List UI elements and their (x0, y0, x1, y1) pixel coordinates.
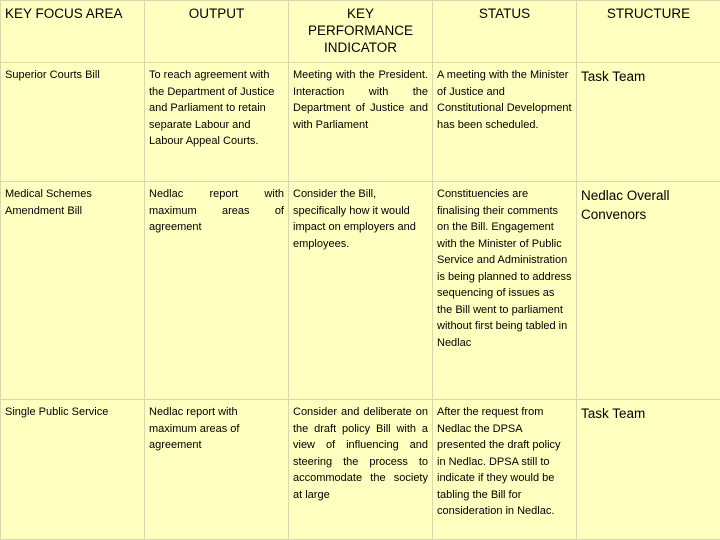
header-output: OUTPUT (145, 1, 289, 63)
table-row (1, 63, 720, 182)
header-kpi: KEY PERFORMANCE INDICATOR (289, 1, 433, 63)
table-header-row (1, 1, 720, 63)
cell-kpi: Meeting with the President. Interaction with the Department of Justice and with Parliament (289, 63, 433, 182)
cell-area: Superior Courts Bill (1, 63, 145, 182)
cell-status: Constituencies are finalising their comments on the Bill. Engagement with the Minister of Public Service and Administration is being planned to address sequencing of issues as the Bill went to parliament without first being tabled in Nedlac (433, 182, 577, 400)
table-row (1, 400, 720, 540)
cell-status: A meeting with the Minister of Justice and Constitutional Development has been scheduled. (433, 63, 577, 182)
cell-area: Single Public Service (1, 400, 145, 540)
cell-structure: Task Team (577, 400, 720, 540)
cell-structure: Nedlac Overall Convenors (577, 182, 720, 400)
cell-area: Medical Schemes Amendment Bill (1, 182, 145, 400)
cell-structure: Task Team (577, 63, 720, 182)
header-status: STATUS (433, 1, 577, 63)
cell-status: After the request from Nedlac the DPSA presented the draft policy in Nedlac. DPSA still to indicate if they would be tabling the Bill for consideration in Nedlac. (433, 400, 577, 540)
cell-output: Nedlac report with maximum areas of agreement (145, 182, 289, 400)
table-row (1, 182, 720, 400)
cell-output: To reach agreement with the Department of Justice and Parliament to retain separate Labour and Labour Appeal Courts. (145, 63, 289, 182)
cell-kpi: Consider the Bill, specifically how it would impact on employers and employees. (289, 182, 433, 400)
cell-kpi: Consider and deliberate on the draft policy Bill with a view of influencing and steering the process to accommodate the society at large (289, 400, 433, 540)
cell-output: Nedlac report with maximum areas of agreement (145, 400, 289, 540)
header-key-focus-area: KEY FOCUS AREA (1, 1, 145, 63)
header-structure: STRUCTURE (577, 1, 720, 63)
